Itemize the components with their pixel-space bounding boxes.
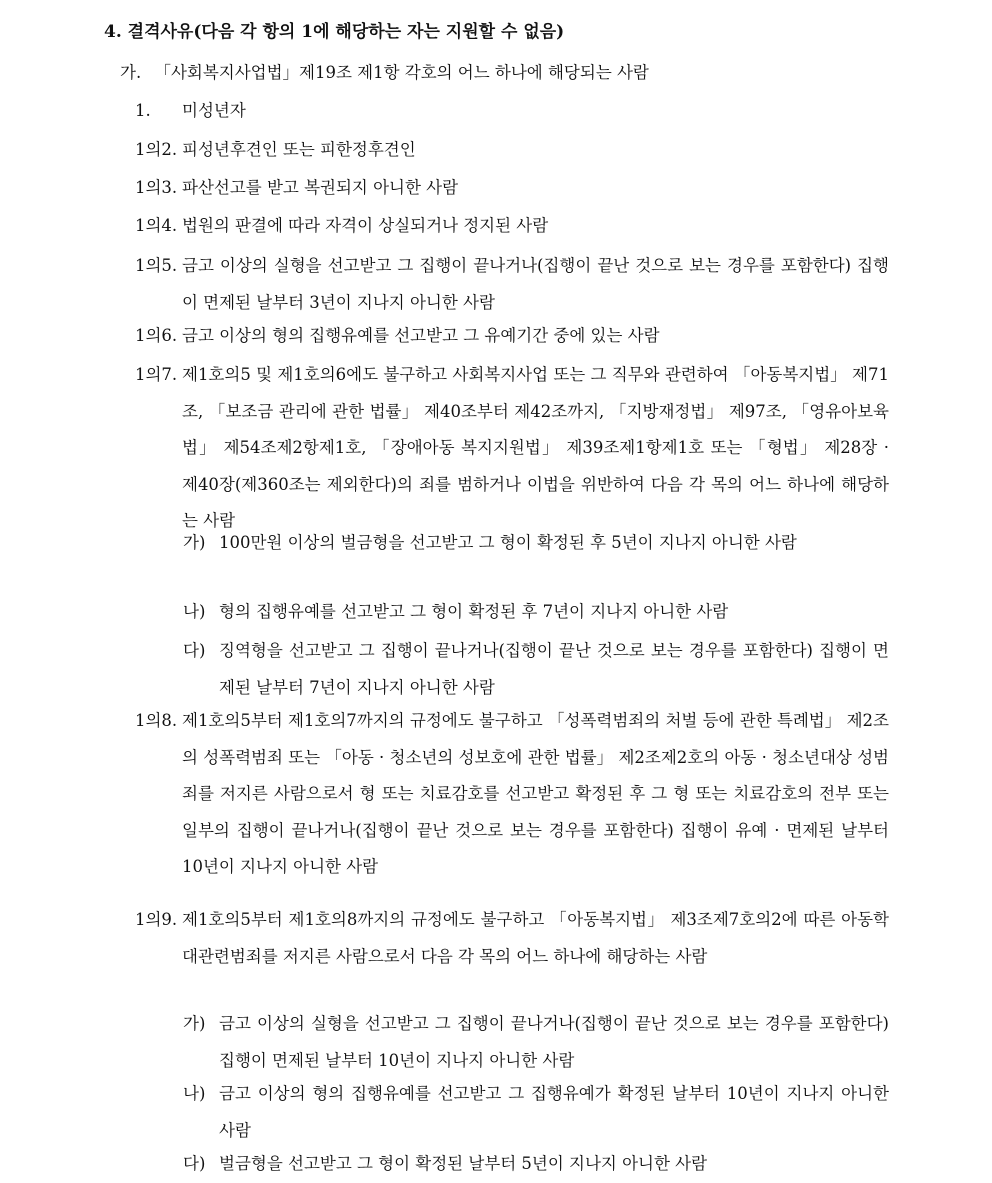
subitem-1-9-na [183,1076,889,1149]
clause-text: 법원의 판결에 따라 자격이 상실되거나 정지된 사람 [182,216,549,235]
clause-1-5 [135,248,889,321]
subitem-text: 금고 이상의 실형을 선고받고 그 집행이 끝나거나(집행이 끝난 것으로 보는 경우를 포함한다) 집행이 면제된 날부터 10년이 지나지 아니한 사람 [219,1014,889,1070]
subitem-text: 징역형을 선고받고 그 집행이 끝나거나(집행이 끝난 것으로 보는 경우를 포함한다) 집행이 면제된 날부터 7년이 지나지 아니한 사람 [219,641,889,697]
clause-number: 1의4. [135,216,178,235]
clause-text: 금고 이상의 형의 집행유예를 선고받고 그 유예기간 중에 있는 사람 [182,326,660,345]
clause-number: 1의5. [135,256,178,275]
clause-1-8 [135,703,889,886]
clause-number: 1. [135,101,151,120]
clause-1-2 [135,132,889,169]
clause-text: 제1호의5부터 제1호의7까지의 규정에도 불구하고 「성폭력범죄의 처벌 등에 관한 특례법」 제2조의 성폭력범죄 또는 「아동 · 청소년의 성보호에 관한 법률」 제2조제2호의 아동 · 청소년대상 성범죄를 저지른 사람으로서 형 또는 치료감호를 선고받고 확정된 후 그 형 또는 치료감호의 전부 또는 일부의 집행이 끝나거나(집행이 끝난 것으로 보는 경우를 포함한다) 집행이 유예 · 면제된 날부터 10년이 지나지 아니한 사람 [182,711,889,876]
clause-number: 1의9. [135,910,178,929]
subitem-marker: 가) [183,533,206,552]
subitem-1-7-na [183,594,889,631]
subsection-label: 가. [120,63,142,82]
clause-1-3 [135,170,889,207]
subsection-line [120,55,900,92]
clause-1-4 [135,208,889,245]
subsection-text: 「사회복지사업법」제19조 제1항 각호의 어느 하나에 해당되는 사람 [154,63,649,82]
subitem-text: 금고 이상의 형의 집행유예를 선고받고 그 집행유예가 확정된 날부터 10년이 지나지 아니한 사람 [219,1084,889,1140]
subitem-marker: 가) [183,1014,206,1033]
subitem-1-9-ga [183,1006,889,1079]
clause-number: 1의8. [135,711,178,730]
clause-1-6 [135,318,889,355]
subitem-1-7-da [183,633,889,706]
subitem-marker: 다) [183,641,206,660]
clause-text: 미성년자 [182,101,246,120]
clause-text: 피성년후견인 또는 피한정후견인 [182,140,416,159]
subitem-text: 벌금형을 선고받고 그 형이 확정된 날부터 5년이 지나지 아니한 사람 [219,1154,708,1173]
clause-text: 파산선고를 받고 복권되지 아니한 사람 [182,178,459,197]
section-heading: 4. 결격사유(다음 각 항의 1에 해당하는 자는 지원할 수 없음) [104,22,565,42]
subitem-1-7-ga [183,525,889,562]
clause-1-7 [135,357,889,540]
clause-text: 금고 이상의 실형을 선고받고 그 집행이 끝나거나(집행이 끝난 것으로 보는 경우를 포함한다) 집행이 면제된 날부터 3년이 지나지 아니한 사람 [182,256,889,312]
clause-number: 1의2. [135,140,178,159]
clause-1-9 [135,902,889,975]
subitem-marker: 나) [183,602,206,621]
clause-text: 제1호의5부터 제1호의8까지의 규정에도 불구하고 「아동복지법」 제3조제7호의2에 따른 아동학대관련범죄를 저지른 사람으로서 다음 각 목의 어느 하나에 해당하는 사람 [182,910,889,966]
subitem-1-9-da [183,1146,889,1183]
subitem-marker: 나) [183,1084,206,1103]
subitem-marker: 다) [183,1154,206,1173]
subitem-text: 형의 집행유예를 선고받고 그 형이 확정된 후 7년이 지나지 아니한 사람 [219,602,729,621]
clause-number: 1의3. [135,178,178,197]
clause-text: 제1호의5 및 제1호의6에도 불구하고 사회복지사업 또는 그 직무와 관련하여 「아동복지법」 제71조, 「보조금 관리에 관한 법률」 제40조부터 제42조까지, 「지방재정법」 제97조, 「영유아보육법」 제54조제2항제1호, 「장애아동 복지지원법」 제39조제1항제1호 또는 「형법」 제28장 · 제40장(제360조는 제외한다)의 죄를 범하거나 이법을 위반하여 다음 각 목의 어느 하나에 해당하는 사람 [182,365,889,530]
clause-number: 1의6. [135,326,178,345]
clause-number: 1의7. [135,365,178,384]
subitem-text: 100만원 이상의 벌금형을 선고받고 그 형이 확정된 후 5년이 지나지 아니한 사람 [219,533,797,552]
clause-1 [135,93,889,130]
